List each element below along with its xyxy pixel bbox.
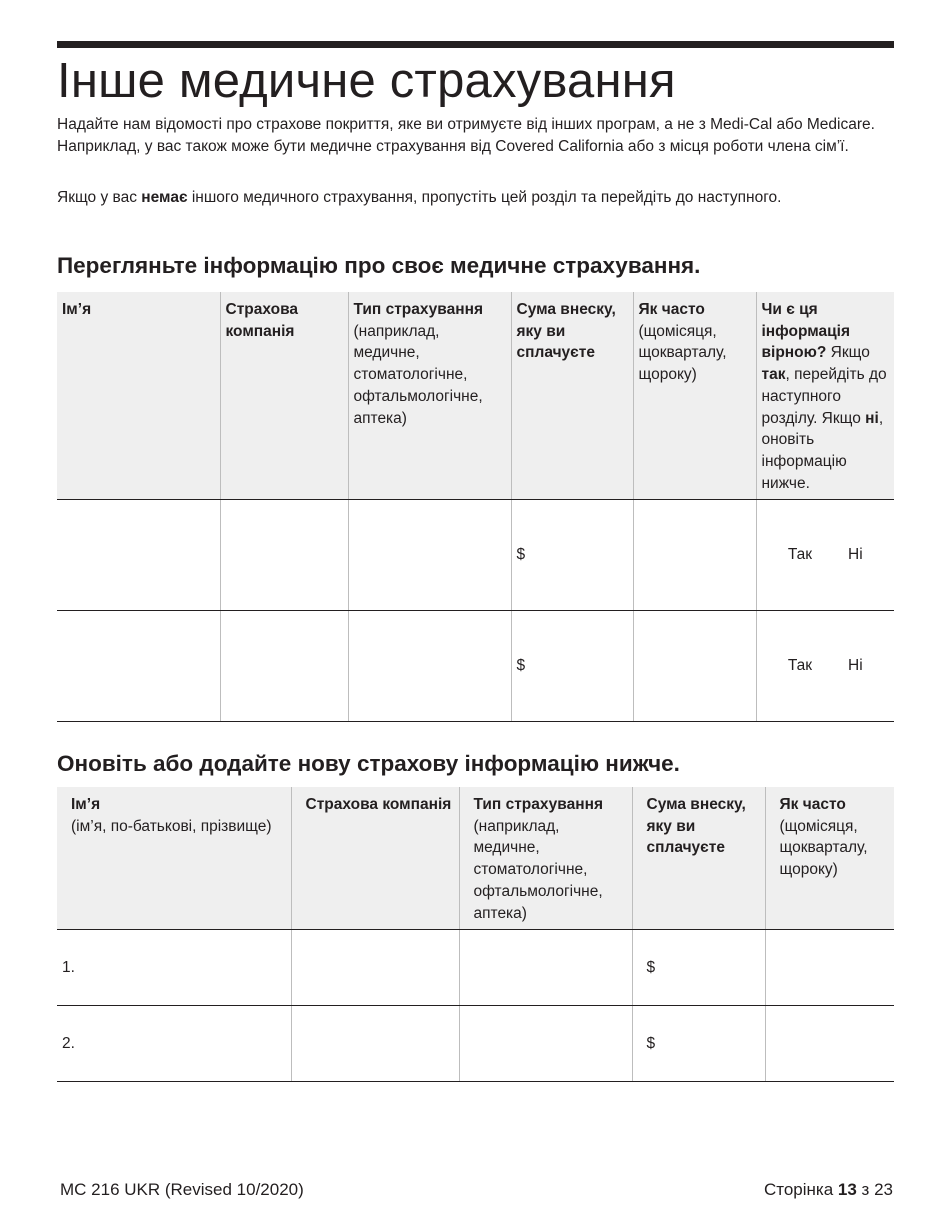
premium-cell[interactable] bbox=[632, 930, 765, 1006]
update-table bbox=[57, 787, 894, 1082]
col-frequency: Як часто (щомісяця, щокварталу, щороку) bbox=[765, 787, 894, 930]
currency-sign: $ bbox=[646, 1034, 656, 1052]
type-cell[interactable] bbox=[459, 930, 632, 1006]
frequency-cell[interactable] bbox=[633, 611, 756, 722]
review-table bbox=[57, 292, 894, 722]
company-cell[interactable] bbox=[220, 500, 348, 611]
table-row bbox=[57, 611, 894, 722]
col-premium: Сума внеску, яку ви сплачуєте bbox=[632, 787, 765, 930]
row-number: 1. bbox=[62, 958, 75, 976]
name-cell[interactable] bbox=[57, 930, 291, 1006]
col-correct: Чи є ця інформація вірною? Якщо так, перейдіть до наступного розділу. Якщо ні, оновіть інформацію нижче. bbox=[756, 292, 894, 500]
intro-text: Надайте нам відомості про страхове покриття, яке ви отримуєте від інших програм, а не з Medi-Cal або Medicare. Наприклад, у вас також може бути медичне страхування від Covered California або з місця роботи члена сім’ї. bbox=[57, 116, 875, 155]
currency-sign: $ bbox=[516, 657, 526, 675]
premium-cell[interactable] bbox=[632, 1006, 765, 1082]
col-type: Тип страхування (наприклад, медичне, стоматологічне, офтальмологічне, аптека) bbox=[459, 787, 632, 930]
company-cell[interactable] bbox=[220, 611, 348, 722]
table-row bbox=[57, 930, 894, 1006]
no-option[interactable]: Ні bbox=[848, 546, 863, 564]
correct-cell bbox=[756, 500, 894, 611]
skip-note: Якщо у вас немає іншого медичного страхування, пропустіть цей розділ та перейдіть до наступного. bbox=[57, 189, 782, 206]
review-header-row bbox=[57, 292, 894, 500]
row-number: 2. bbox=[62, 1034, 75, 1052]
type-cell[interactable] bbox=[348, 500, 511, 611]
name-cell[interactable] bbox=[57, 500, 220, 611]
table-row bbox=[57, 1006, 894, 1082]
type-cell[interactable] bbox=[348, 611, 511, 722]
page-number: Сторінка 13 з 23 bbox=[763, 1180, 893, 1199]
col-name: Ім’я bbox=[57, 292, 220, 500]
currency-sign: $ bbox=[516, 546, 526, 564]
col-name: Ім’я (ім’я, по-батькові, прізвище) bbox=[57, 787, 291, 930]
name-cell[interactable] bbox=[57, 611, 220, 722]
premium-cell[interactable] bbox=[511, 611, 633, 722]
name-cell[interactable] bbox=[57, 1006, 291, 1082]
frequency-cell[interactable] bbox=[633, 500, 756, 611]
yes-option[interactable]: Так bbox=[787, 657, 813, 675]
col-frequency: Як часто (щомісяця, щокварталу, щороку) bbox=[633, 292, 756, 500]
currency-sign: $ bbox=[646, 958, 656, 976]
top-rule bbox=[57, 41, 894, 48]
company-cell[interactable] bbox=[291, 930, 459, 1006]
frequency-cell[interactable] bbox=[765, 1006, 894, 1082]
correct-cell bbox=[756, 611, 894, 722]
no-option[interactable]: Ні bbox=[848, 657, 863, 675]
table-row bbox=[57, 500, 894, 611]
frequency-cell[interactable] bbox=[765, 930, 894, 1006]
yes-option[interactable]: Так bbox=[787, 546, 813, 564]
col-company: Страхова компанія bbox=[220, 292, 348, 500]
col-type: Тип страхування (наприклад, медичне, стоматологічне, офтальмологічне, аптека) bbox=[348, 292, 511, 500]
col-premium: Сума внеску, яку ви сплачуєте bbox=[511, 292, 633, 500]
premium-cell[interactable] bbox=[511, 500, 633, 611]
form-id: MC 216 UKR (Revised 10/2020) bbox=[60, 1180, 304, 1199]
col-company: Страхова компанія bbox=[291, 787, 459, 930]
type-cell[interactable] bbox=[459, 1006, 632, 1082]
review-heading: Перегляньте інформацію про своє медичне страхування. bbox=[57, 253, 701, 278]
update-heading: Оновіть або додайте нову страхову інформацію нижче. bbox=[57, 751, 680, 776]
page-title: Інше медичне страхування bbox=[57, 54, 676, 108]
company-cell[interactable] bbox=[291, 1006, 459, 1082]
update-header-row bbox=[57, 787, 894, 930]
